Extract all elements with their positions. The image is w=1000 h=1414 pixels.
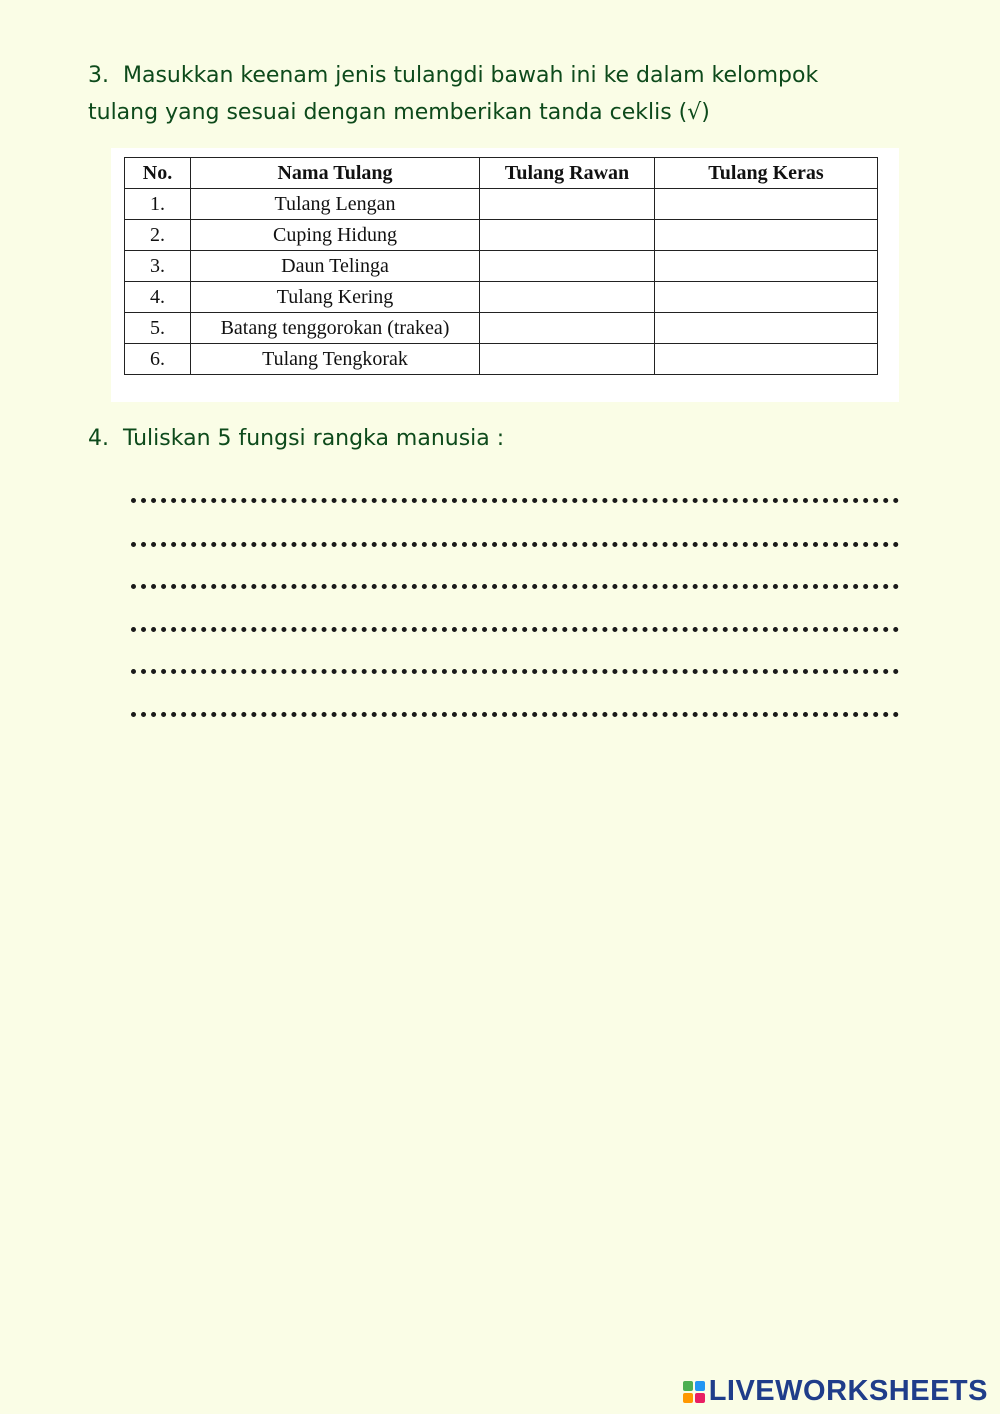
hard-bone-check-cell[interactable] xyxy=(655,189,878,220)
question-4 xyxy=(88,420,888,457)
bone-name: Tulang Tengkorak xyxy=(191,344,480,375)
table-row xyxy=(125,282,878,313)
question-3-text-line2: tulang yang sesuai dengan memberikan tanda ceklis (√) xyxy=(88,100,710,125)
cartilage-check-cell[interactable] xyxy=(480,344,655,375)
cartilage-check-cell[interactable] xyxy=(480,251,655,282)
cartilage-check-cell[interactable] xyxy=(480,220,655,251)
hard-bone-check-cell[interactable] xyxy=(655,220,878,251)
bone-name: Daun Telinga xyxy=(191,251,480,282)
liveworksheets-brand xyxy=(683,1375,988,1408)
row-number: 5. xyxy=(125,313,191,344)
answer-line[interactable] xyxy=(131,570,899,589)
hard-bone-check-cell[interactable] xyxy=(655,282,878,313)
row-number: 6. xyxy=(125,344,191,375)
row-number: 4. xyxy=(125,282,191,313)
answer-line[interactable] xyxy=(131,655,899,674)
question-3-number: 3. xyxy=(88,63,109,88)
header-no: No. xyxy=(125,158,191,189)
header-cartilage: Tulang Rawan xyxy=(480,158,655,189)
answer-line[interactable] xyxy=(131,698,899,717)
question-3-text-line1: Masukkan keenam jenis tulangdi bawah ini ke dalam kelompok xyxy=(123,63,819,88)
bone-name: Tulang Kering xyxy=(191,282,480,313)
answer-line[interactable] xyxy=(131,613,899,632)
hard-bone-check-cell[interactable] xyxy=(655,251,878,282)
question-4-text: Tuliskan 5 fungsi rangka manusia : xyxy=(123,426,505,451)
brand-name: LIVEWORKSHEETS xyxy=(708,1375,988,1407)
table-header-row xyxy=(125,158,878,189)
hard-bone-check-cell[interactable] xyxy=(655,344,878,375)
question-4-number: 4. xyxy=(88,426,109,451)
table-row xyxy=(125,189,878,220)
bone-name: Tulang Lengan xyxy=(191,189,480,220)
liveworksheets-logo-icon xyxy=(683,1381,705,1403)
bone-classification-table xyxy=(124,157,878,375)
cartilage-check-cell[interactable] xyxy=(480,189,655,220)
row-number: 2. xyxy=(125,220,191,251)
header-bone-name: Nama Tulang xyxy=(191,158,480,189)
header-hard-bone: Tulang Keras xyxy=(655,158,878,189)
table-row xyxy=(125,220,878,251)
answer-line[interactable] xyxy=(131,528,899,547)
table-row xyxy=(125,313,878,344)
answer-line[interactable] xyxy=(131,484,899,503)
cartilage-check-cell[interactable] xyxy=(480,282,655,313)
question-3 xyxy=(88,57,888,131)
row-number: 3. xyxy=(125,251,191,282)
bone-name: Batang tenggorokan (trakea) xyxy=(191,313,480,344)
bone-name: Cuping Hidung xyxy=(191,220,480,251)
table-row xyxy=(125,344,878,375)
bone-classification-table-image xyxy=(111,148,899,402)
cartilage-check-cell[interactable] xyxy=(480,313,655,344)
row-number: 1. xyxy=(125,189,191,220)
hard-bone-check-cell[interactable] xyxy=(655,313,878,344)
table-row xyxy=(125,251,878,282)
